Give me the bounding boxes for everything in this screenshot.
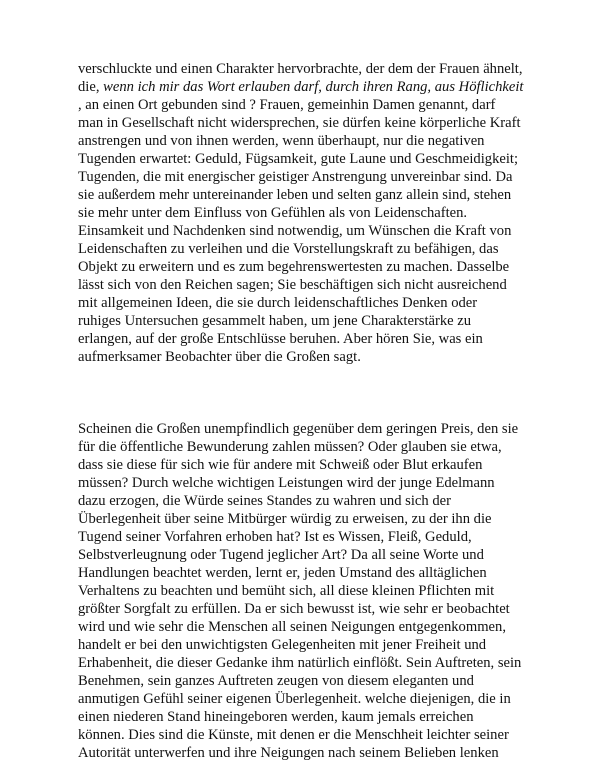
text-line [78, 294, 530, 312]
text-run: , an einen Ort gebunden sind ? Frauen, gemeinhin Damen genannt, darf [78, 97, 496, 113]
text-run: Autorität unterwerfen und ihre Neigungen nach seinem Belieben lenken [78, 745, 499, 761]
text-run: Einsamkeit und Nachdenken sind notwendig, um Wünschen die Kraft von [78, 223, 512, 239]
text-run: Erhabenheit, die dieser Gedanke ihm natürlich einflößt. Sein Auftreten, sein [78, 655, 522, 671]
text-line [78, 420, 530, 438]
text-run: anstrengen und von ihnen werden, wenn überhaupt, nur die negativen [78, 133, 485, 149]
text-line [78, 672, 530, 690]
text-line [78, 510, 530, 528]
text-line [78, 114, 530, 132]
text-run: Benehmen, sein ganzes Auftreten zeugen von diesem eleganten und [78, 673, 474, 689]
text-run: dazu erzogen, die Würde seines Standes zu wahren und sich der [78, 493, 451, 509]
text-line [78, 150, 530, 168]
text-run: sie außerdem mehr untereinander leben und selten ganz allein sind, stehen [78, 187, 512, 203]
italic-text-run: wenn ich mir das Wort erlauben darf, durch ihren Rang, aus Höflichkeit [103, 79, 524, 95]
text-line [78, 330, 530, 348]
text-line [78, 582, 530, 600]
text-run: Tugenden erwartet: Geduld, Fügsamkeit, gute Laune und Geschmeidigkeit; [78, 151, 519, 167]
text-line [78, 654, 530, 672]
text-run: man in Gesellschaft nicht widersprechen, sie dürfen keine körperliche Kraft [78, 115, 521, 131]
text-line [78, 726, 530, 744]
text-line [78, 528, 530, 546]
text-run: einen niederen Stand hineingeboren werden, kaum jemals erreichen [78, 709, 474, 725]
text-run: wird und wie sehr die Menschen all seinen Neigungen entgegenkommen, [78, 619, 506, 635]
text-line [78, 276, 530, 294]
text-line [78, 60, 530, 78]
text-line [78, 474, 530, 492]
text-line [78, 744, 530, 762]
text-run: lässt sich von den Reichen sagen; Sie beschäftigen sich nicht ausreichend [78, 277, 507, 293]
text-run: ruhiges Untersuchen gesammelt haben, um jene Charakterstärke zu [78, 313, 472, 329]
text-run: handelt er bei den unwichtigsten Gelegenheiten mit jener Freiheit und [78, 637, 487, 653]
text-run: größter Sorgfalt zu erfüllen. Da er sich bewusst ist, wie sehr er beobachtet [78, 601, 510, 617]
text-line [78, 492, 530, 510]
text-run: Überlegenheit über seine Mitbürger würdig zu erweisen, zu der ihn die [78, 511, 492, 527]
text-run: Handlungen beachtet werden, lernt er, jeden Umstand des alltäglichen [78, 565, 487, 581]
text-run: dass sie diese für sich wie für andere mit Schweiß oder Blut erkaufen [78, 457, 483, 473]
text-line [78, 546, 530, 564]
text-line [78, 690, 530, 708]
paragraph-1 [78, 60, 530, 366]
text-line [78, 168, 530, 186]
text-run: verschluckte und einen Charakter hervorbrachte, der dem der Frauen ähnelt, [78, 61, 523, 77]
text-line [78, 204, 530, 222]
text-run: Objekt zu erweitern und es zum begehrenswertesten zu machen. Dasselbe [78, 259, 510, 275]
text-run: aufmerksamer Beobachter über die Großen sagt. [78, 349, 361, 365]
text-run: sie mehr unter dem Einfluss von Gefühlen als von Leidenschaften. [78, 205, 468, 221]
text-run: können. Dies sind die Künste, mit denen er die Menschheit leichter seiner [78, 727, 509, 743]
text-line [78, 312, 530, 330]
text-line [78, 186, 530, 204]
text-line [78, 348, 530, 366]
paragraph-2 [78, 420, 530, 762]
text-run: mit allgemeinen Ideen, die sie durch leidenschaftliches Denken oder [78, 295, 478, 311]
text-line [78, 600, 530, 618]
text-run: die, [78, 79, 104, 95]
text-run: Tugend seiner Vorfahren erhoben hat? Ist es Wissen, Fleiß, Geduld, [78, 529, 472, 545]
text-line [78, 78, 530, 96]
text-line [78, 708, 530, 726]
text-run: Verhaltens zu beachten und bemüht sich, all diese kleinen Pflichten mit [78, 583, 495, 599]
text-run: müssen? Durch welche wichtigen Leistungen wird der junge Edelmann [78, 475, 495, 491]
text-line [78, 438, 530, 456]
text-line [78, 222, 530, 240]
text-run: Leidenschaften zu verleihen und die Vorstellungskraft zu befähigen, das [78, 241, 499, 257]
text-line [78, 636, 530, 654]
text-line [78, 132, 530, 150]
text-line [78, 240, 530, 258]
text-run: Tugenden, die mit energischer geistiger Anstrengung unvereinbar sind. Da [78, 169, 513, 185]
text-line [78, 618, 530, 636]
text-run: für die öffentliche Bewunderung zahlen müssen? Oder glauben sie etwa, [78, 439, 502, 455]
text-line [78, 258, 530, 276]
text-run: anmutigen Gefühl seiner eigenen Überlegenheit. welche diejenigen, die in [78, 691, 511, 707]
text-line [78, 564, 530, 582]
text-run: erlangen, auf der große Entschlüsse beruhen. Aber hören Sie, was ein [78, 331, 483, 347]
text-line [78, 456, 530, 474]
text-run: Selbstverleugnung oder Tugend jeglicher Art? Da all seine Worte und [78, 547, 484, 563]
text-line [78, 96, 530, 114]
text-run: Scheinen die Großen unempfindlich gegenüber dem geringen Preis, den sie [78, 421, 519, 437]
